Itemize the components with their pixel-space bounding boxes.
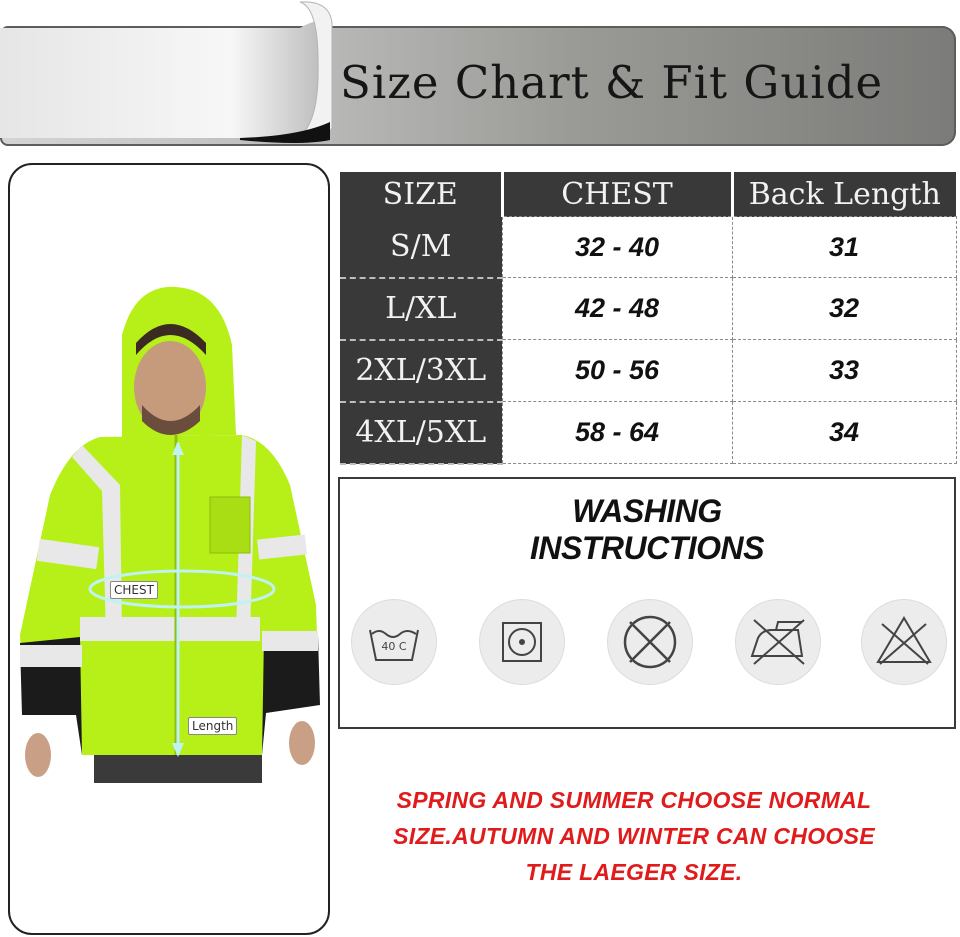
sizing-note-line3: THE LAEGER SIZE.: [525, 859, 743, 885]
length-label: Length: [188, 717, 237, 735]
size-chart-table: [340, 172, 957, 465]
chest-cell: 50 - 56: [502, 340, 732, 402]
washing-title-line2: INSTRUCTIONS: [530, 530, 764, 566]
page-title: Size Chart & Fit Guide: [340, 56, 884, 109]
washing-instructions-box: [338, 477, 956, 729]
table-header-row: [340, 172, 956, 217]
table-row: [340, 217, 956, 278]
header-back-length: Back Length: [732, 172, 956, 217]
do-not-iron-icon: [736, 600, 820, 684]
wash-temperature-label: 40 C: [381, 640, 407, 653]
model-photo-panel: [8, 163, 330, 935]
do-not-dry-clean-icon: [608, 600, 692, 684]
table-row: [340, 402, 956, 464]
sizing-note-line1: SPRING AND SUMMER CHOOSE NORMAL: [396, 787, 872, 813]
header-size: SIZE: [340, 172, 502, 217]
jacket-illustration: [10, 165, 328, 933]
do-not-bleach-icon: [862, 600, 946, 684]
chest-cell: 58 - 64: [502, 402, 732, 464]
chest-label: CHEST: [110, 581, 158, 599]
wash-40c-icon: [352, 600, 436, 684]
washing-title-line1: WASHING: [572, 493, 722, 529]
chest-cell: 42 - 48: [502, 278, 732, 340]
sizing-note-line2: SIZE.AUTUMN AND WINTER CAN CHOOSE: [393, 823, 875, 849]
chest-cell: 32 - 40: [502, 217, 732, 278]
header-chest: CHEST: [502, 172, 732, 217]
size-cell: 4XL/5XL: [340, 402, 502, 464]
size-cell: 2XL/3XL: [340, 340, 502, 402]
back-length-cell: 33: [732, 340, 956, 402]
back-length-cell: 34: [732, 402, 956, 464]
size-cell: S/M: [340, 217, 502, 278]
back-length-cell: 31: [732, 217, 956, 278]
tumble-dry-icon: [480, 600, 564, 684]
size-cell: L/XL: [340, 278, 502, 340]
page-curl-graphic: [0, 0, 334, 146]
table-row: [340, 340, 956, 402]
back-length-cell: 32: [732, 278, 956, 340]
table-row: [340, 278, 956, 340]
